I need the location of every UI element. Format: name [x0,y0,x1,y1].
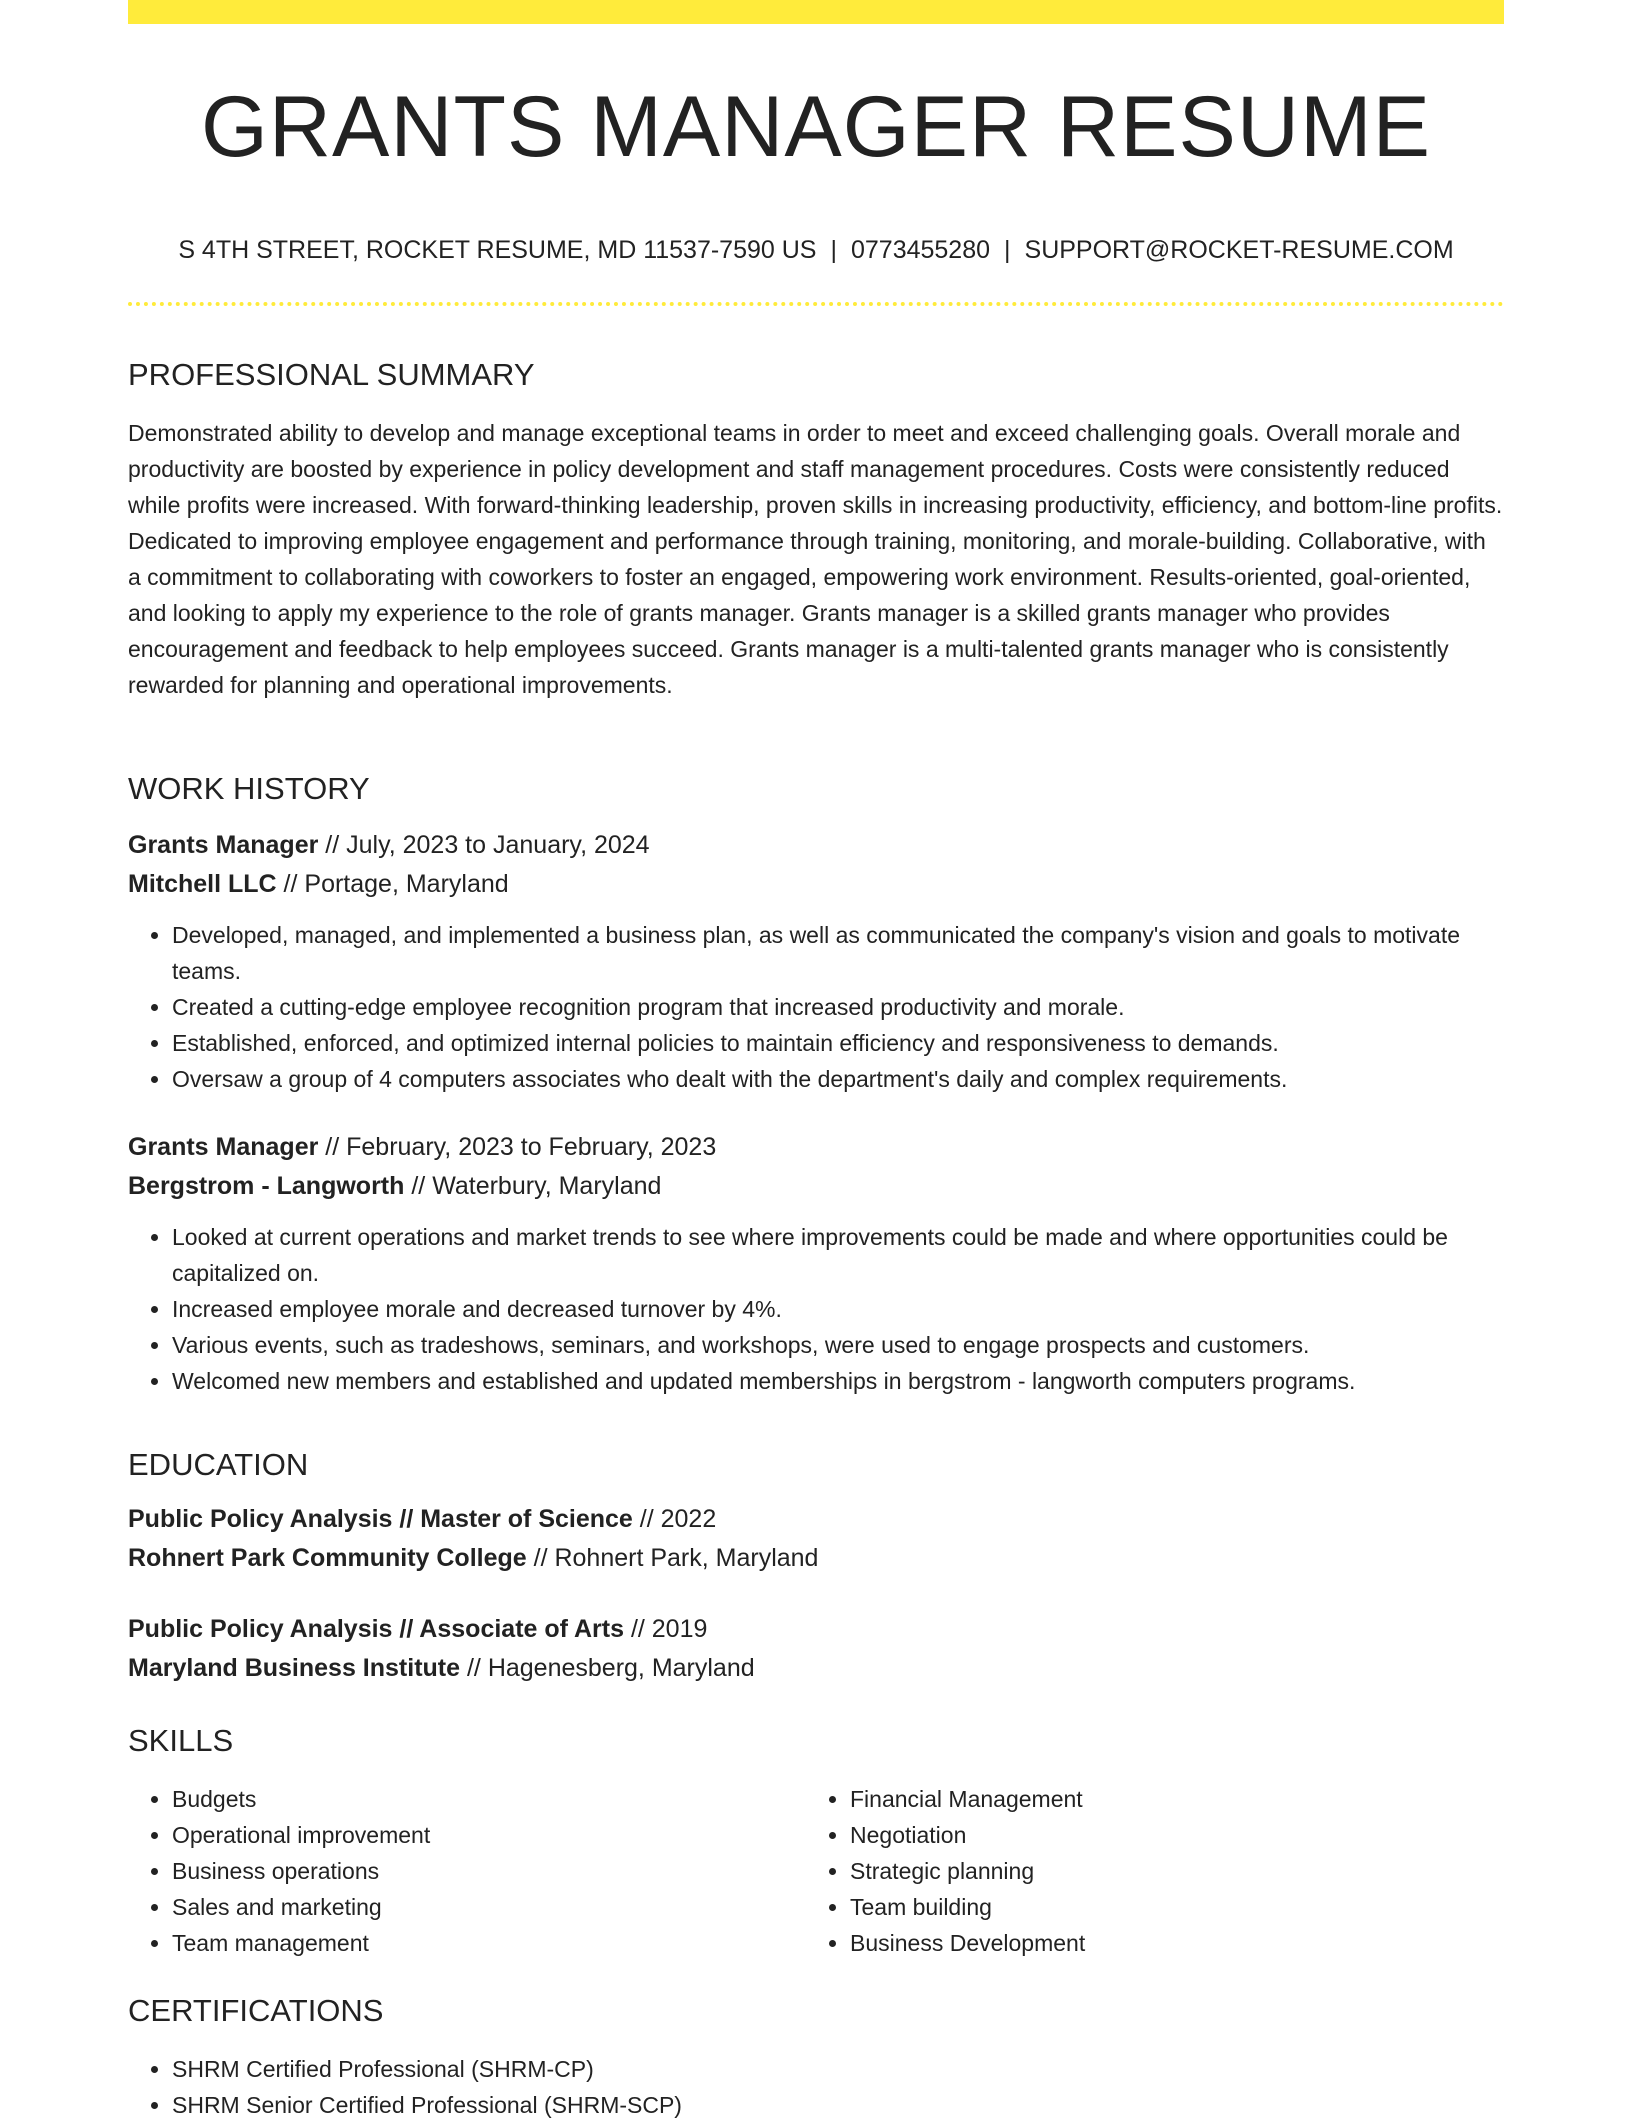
job-bullet: • Created a cutting-edge employee recognition program that increased productivity and morale. [172,989,1504,1025]
job-company-line [128,865,1504,904]
summary-section [128,359,1504,703]
education-entry [128,1500,1504,1578]
job-entry [128,1128,1504,1399]
job-bullet: • Various events, such as tradeshows, seminars, and workshops, were used to engage prospects and customers. [172,1327,1504,1363]
job-role: Grants Manager [128,1133,319,1161]
resume-page [128,0,1504,2118]
job-bullet: • Looked at current operations and market trends to see where improvements could be made and where opportunities could be capitalized on. [172,1219,1504,1291]
header-divider [128,302,1504,306]
certification-item: • SHRM Certified Professional (SHRM-CP) [172,2051,1504,2087]
contact-separator: | [830,236,837,264]
job-title-line [128,1128,1504,1167]
education-year: // 2022 [632,1505,717,1533]
section-title-work-history: WORK HISTORY [128,771,370,806]
education-school: Maryland Business Institute [128,1654,461,1682]
skills-columns [128,1781,1504,1961]
job-bullets [128,917,1504,1097]
job-bullet: • Established, enforced, and optimized internal policies to maintain efficiency and responsiveness to demands. [172,1025,1504,1061]
skill-item: • Negotiation [850,1817,1484,1853]
job-title-line [128,826,1504,865]
resume-title: GRANTS MANAGER RESUME [201,79,1431,175]
section-title-education: EDUCATION [128,1447,309,1482]
education-year: // 2019 [624,1615,708,1643]
contact-email: SUPPORT@ROCKET-RESUME.COM [1024,236,1454,264]
skill-item: • Budgets [172,1781,806,1817]
section-title-certifications: CERTIFICATIONS [128,1993,384,2028]
education-degree-line [128,1500,1504,1539]
education-degree: Public Policy Analysis // Master of Science [128,1505,633,1533]
skills-list [128,1781,806,1961]
skills-column-left [128,1781,806,1961]
job-dates: // February, 2023 to February, 2023 [318,1133,717,1161]
skill-item: • Operational improvement [172,1817,806,1853]
job-location: // Waterbury, Maryland [404,1172,662,1200]
skill-item: • Business Development [850,1925,1484,1961]
job-company: Mitchell LLC [128,870,277,898]
education-degree-line [128,1610,1504,1649]
job-location: // Portage, Maryland [276,870,509,898]
section-title-summary: PROFESSIONAL SUMMARY [128,357,535,392]
job-bullet: • Welcomed new members and established and updated memberships in bergstrom - langworth computers programs. [172,1363,1504,1399]
skill-item: • Financial Management [850,1781,1484,1817]
certifications-section [128,1995,1504,2123]
job-entry [128,826,1504,1097]
education-entry [128,1610,1504,1688]
education-section [128,1449,1504,1688]
section-title-skills: SKILLS [128,1723,234,1758]
contact-line [128,238,1504,263]
education-school-line [128,1649,1504,1688]
job-role: Grants Manager [128,831,319,859]
job-company-line [128,1167,1504,1206]
top-accent-bar [128,0,1504,24]
job-bullet: • Developed, managed, and implemented a business plan, as well as communicated the company's vision and goals to motivate teams. [172,917,1504,989]
skills-list [806,1781,1484,1961]
certification-item: • SHRM Senior Certified Professional (SHRM-SCP) [172,2087,1504,2123]
skill-item: • Team management [172,1925,806,1961]
job-bullets [128,1219,1504,1399]
job-bullet: • Increased employee morale and decreased turnover by 4%. [172,1291,1504,1327]
skill-item: • Strategic planning [850,1853,1484,1889]
contact-separator: | [1004,236,1011,264]
education-degree: Public Policy Analysis // Associate of Arts [128,1615,624,1643]
summary-text: Demonstrated ability to develop and manage exceptional teams in order to meet and exceed challenging goals. Overall morale and productivity are boosted by experience in policy development and staff management procedures. Costs were consistently reduced while profits were increased. With forward-thinking leadership, proven skills in increasing productivity, efficiency, and bottom-line profits. Dedicated to improving employee engagement and performance through training, monitoring, and morale-building. Collaborative, with a commitment to collaborating with coworkers to foster an engaged, empowering work environment. Results-oriented, goal-oriented, and looking to apply my experience to the role of grants manager. Grants manager is a skilled grants manager who provides encouragement and feedback to help employees succeed. Grants manager is a multi-talented grants manager who is consistently rewarded for planning and operational improvements. [128,420,1503,698]
job-dates: // July, 2023 to January, 2024 [318,831,650,859]
skills-column-right [806,1781,1484,1961]
contact-phone: 0773455280 [850,236,991,264]
education-school-line [128,1539,1504,1578]
certifications-list [128,2051,1504,2123]
skills-section [128,1725,1504,1961]
education-location: // Hagenesberg, Maryland [460,1654,755,1682]
skill-item: • Team building [850,1889,1484,1925]
contact-address: S 4TH STREET, ROCKET RESUME, MD 11537-7590 US [178,236,817,264]
job-bullet: • Oversaw a group of 4 computers associates who dealt with the department's daily and complex requirements. [172,1061,1504,1097]
work-history-section [128,773,1504,1399]
education-location: // Rohnert Park, Maryland [526,1544,819,1572]
education-school: Rohnert Park Community College [128,1544,527,1572]
skill-item: • Business operations [172,1853,806,1889]
skill-item: • Sales and marketing [172,1889,806,1925]
job-company: Bergstrom - Langworth [128,1172,405,1200]
